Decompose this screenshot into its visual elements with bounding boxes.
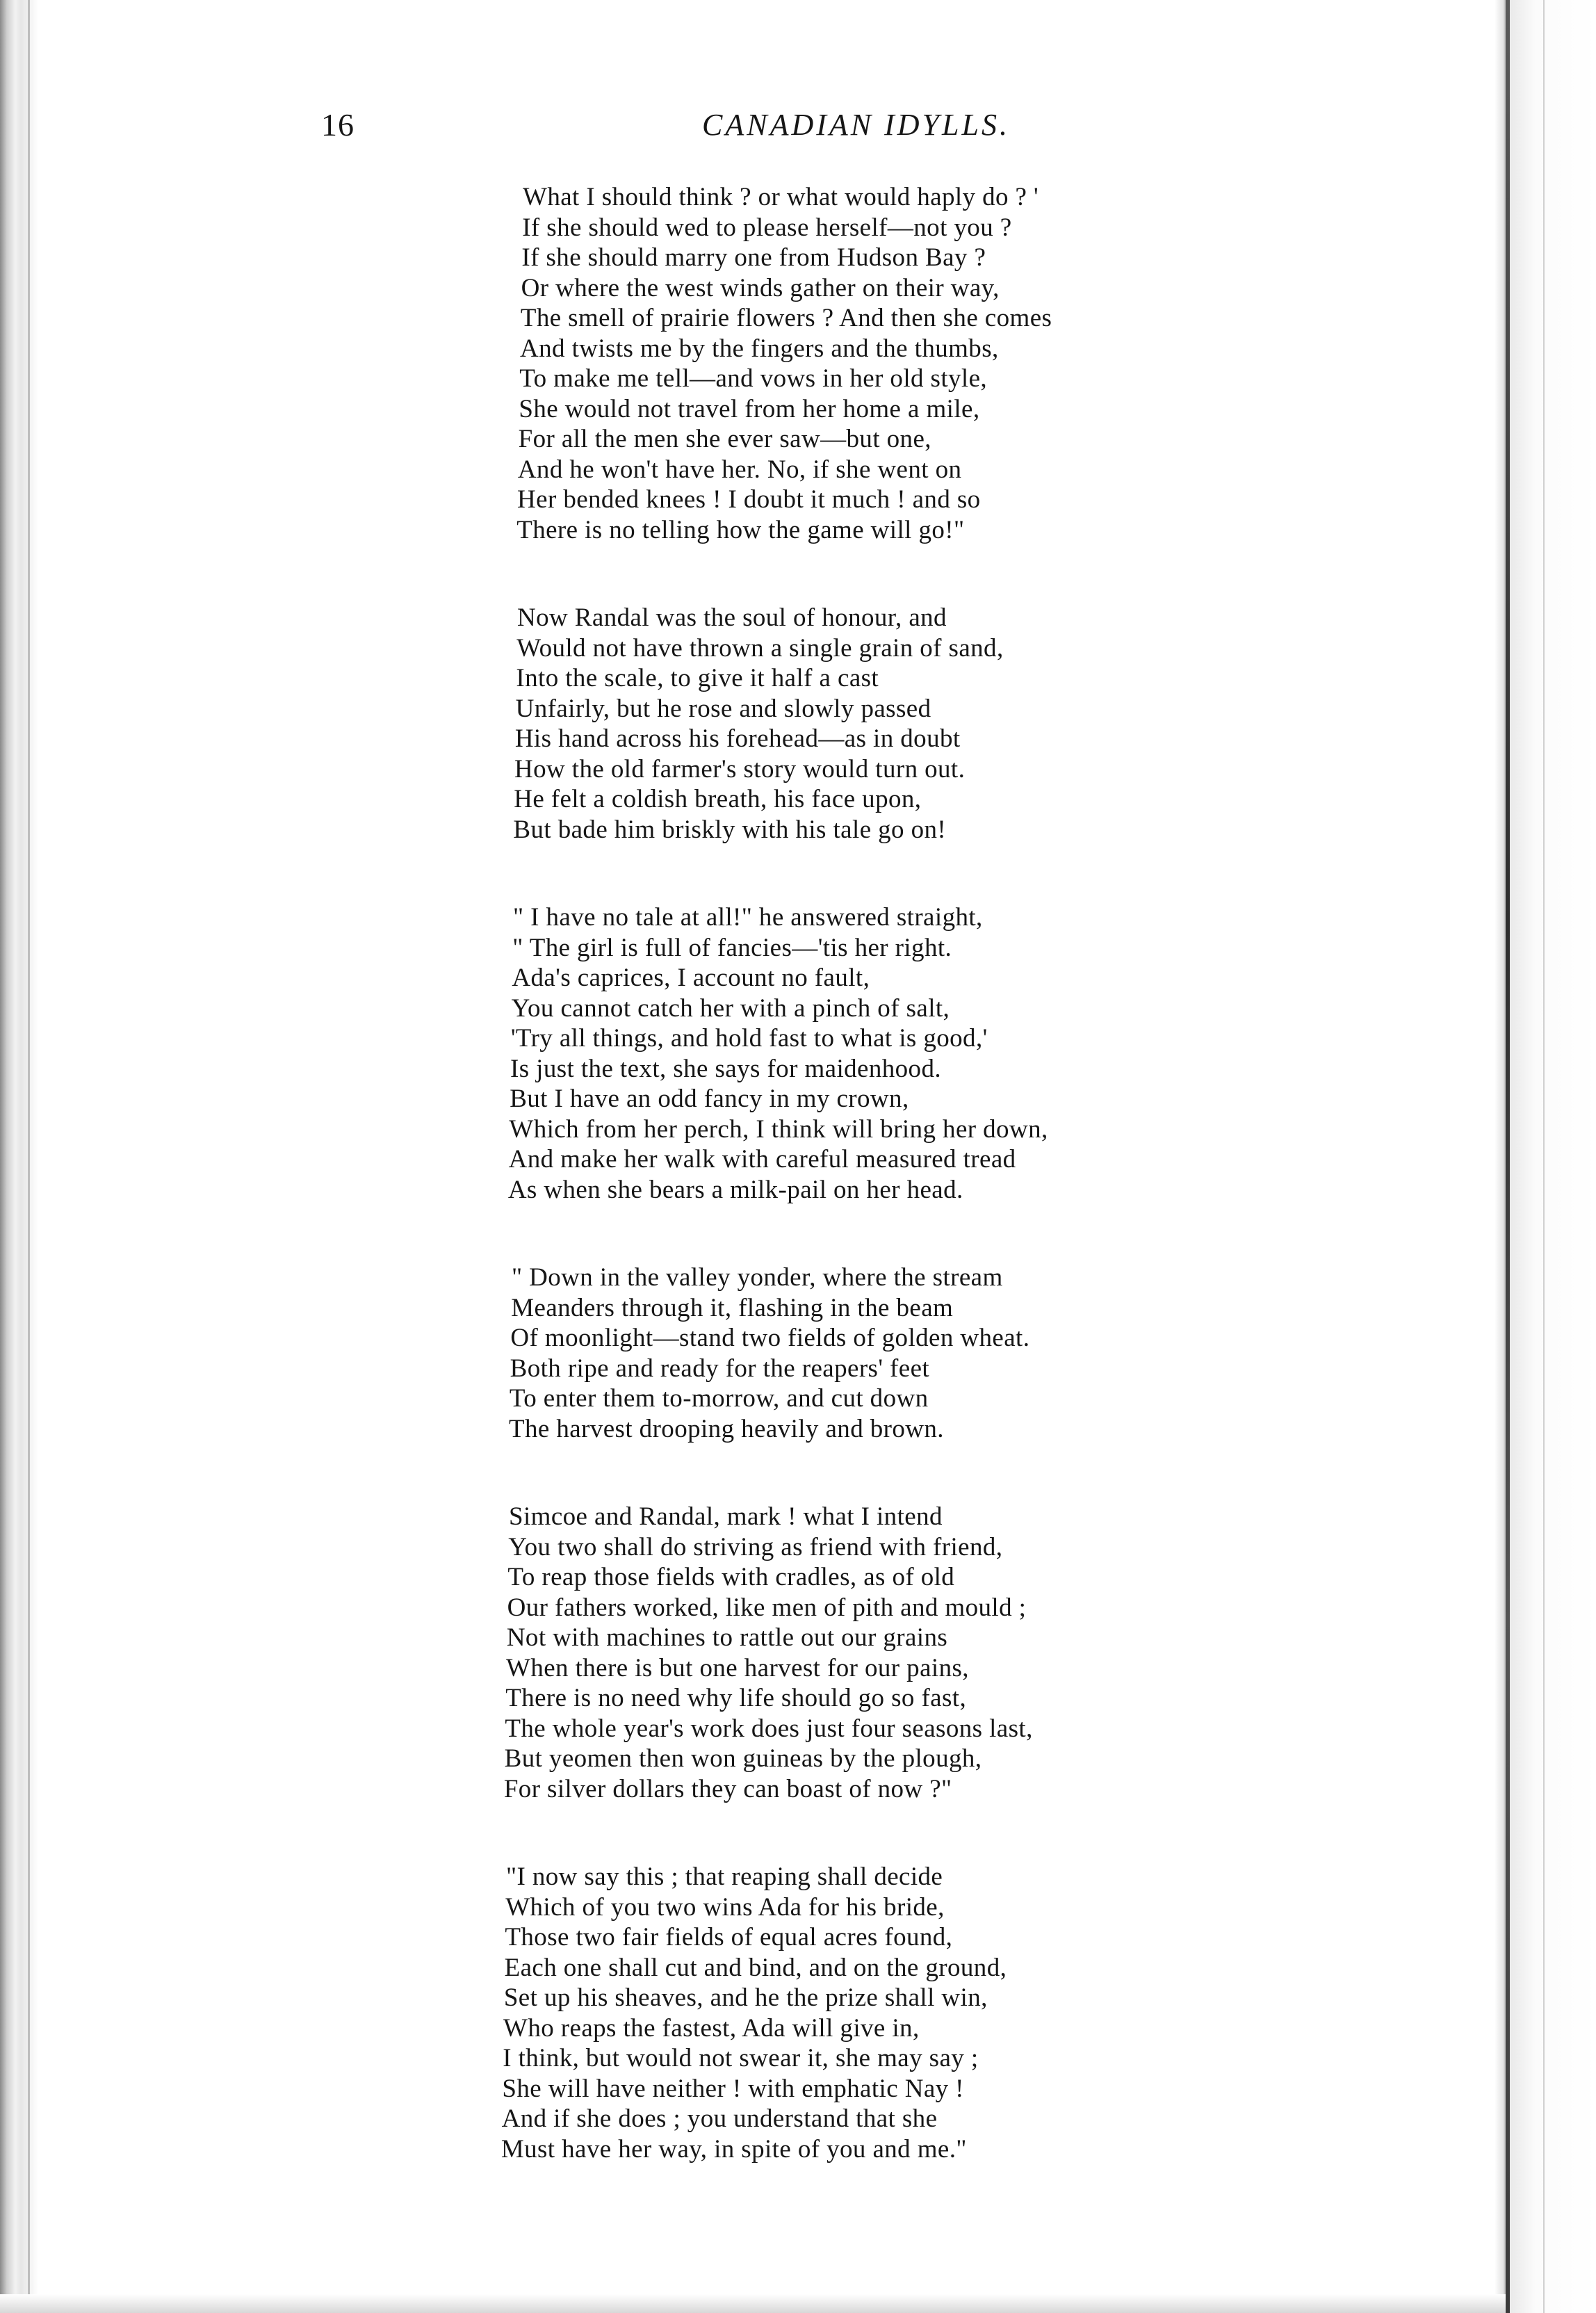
poem-line: "I now say this ; that reaping shall decide [506, 1862, 943, 1891]
poem-line: To reap those fields with cradles, as of old [507, 1563, 955, 1591]
poem-line: She would not travel from her home a mile, [519, 394, 980, 423]
poem-line: How the old farmer's story would turn out. [514, 754, 966, 784]
stanza [516, 182, 1496, 545]
poem-line: She will have neither ! with emphatic Nay ! [502, 2074, 964, 2103]
poem-line: Would not have thrown a single grain of sand, [516, 633, 1004, 663]
poem-body [500, 182, 1496, 2164]
poem-line: If she should wed to please herself—not you ? [522, 213, 1012, 242]
poem-line: Who reaps the fastest, Ada will give in, [503, 2013, 920, 2043]
poem-line: You cannot catch her with a pinch of salt, [511, 993, 950, 1023]
poem-line: As when she bears a milk-pail on her head. [507, 1175, 963, 1204]
poem-line: Each one shall cut and bind, and on the ground, [504, 1953, 1007, 1982]
stanza [513, 603, 1496, 845]
bottom-page-edge [0, 2294, 1506, 2313]
poem-line: But yeomen then won guineas by the plough, [504, 1744, 982, 1773]
poem-line: Set up his sheaves, and he the prize shall win, [503, 1983, 988, 2012]
poem-line: The whole year's work does just four seasons last, [505, 1714, 1033, 1743]
poem-line: Both ripe and ready for the reapers' feet [510, 1354, 930, 1383]
poem-line: Or where the west winds gather on their way, [521, 273, 1000, 302]
facing-page-strip [1510, 0, 1596, 2313]
poem-line: For all the men she ever saw—but one, [518, 425, 931, 453]
stanza [509, 1263, 1496, 1444]
poem-line: Must have her way, in spite of you and me." [500, 2134, 967, 2164]
poem-line: Ada's caprices, I account no fault, [512, 964, 870, 992]
poem-line: For silver dollars they can boast of now ?" [503, 1774, 952, 1803]
poem-line: And he won't have her. No, if she went on [517, 455, 962, 484]
poem-line: To enter them to-morrow, and cut down [509, 1384, 929, 1413]
poem-line: But I have an odd fancy in my crown, [510, 1085, 909, 1113]
poem-line: Her bended knees ! I doubt it much ! and so [517, 485, 981, 514]
poem-line: Into the scale, to give it half a cast [516, 664, 879, 692]
poem-line: I think, but would not swear it, she may say ; [503, 2044, 979, 2072]
poem-line: His hand across his forehead—as in doubt [514, 724, 961, 753]
poem-line: He felt a coldish breath, his face upon, [514, 785, 922, 813]
stanza [507, 902, 1496, 1205]
poem-line: " Down in the valley yonder, where the stream [512, 1263, 1003, 1292]
poem-line: Which from her perch, I think will bring her down, [509, 1114, 1048, 1144]
poem-line: Which of you two wins Ada for his bride, [505, 1892, 945, 1922]
running-title: CANADIAN IDYLLS. [702, 108, 1010, 142]
poem-line: Meanders through it, flashing in the beam [511, 1293, 954, 1322]
poem-line: If she should marry one from Hudson Bay ? [521, 243, 986, 272]
poem-line: Is just the text, she says for maidenhood. [510, 1054, 942, 1083]
poem-line: Those two fair fields of equal acres found, [505, 1923, 953, 1951]
poem-line: Not with machines to rattle out our grains [506, 1623, 948, 1652]
poem-line: Of moonlight—stand two fields of golden wheat. [510, 1324, 1030, 1352]
left-binding-line [28, 0, 30, 2313]
poem-line: When there is but one harvest for our pains, [506, 1653, 969, 1682]
poem-line: Simcoe and Randal, mark ! what I intend [509, 1502, 943, 1531]
poem-line: To make me tell—and vows in her old style, [519, 364, 988, 393]
poem-line: Now Randal was the soul of honour, and [517, 603, 947, 632]
poem-line: The smell of prairie flowers ? And then she comes [520, 304, 1052, 332]
stanza [503, 1502, 1496, 1804]
left-page-edge [0, 0, 49, 2313]
poem-line: What I should think ? or what would haply do ? ' [523, 183, 1039, 211]
page-number: 16 [321, 107, 355, 143]
poem-line: And make her walk with careful measured tread [508, 1145, 1016, 1174]
poem-line: " The girl is full of fancies—'tis her right. [512, 933, 952, 962]
poem-line: 'Try all things, and hold fast to what is good,' [510, 1024, 988, 1053]
poem-line: There is no telling how the game will go!" [516, 515, 965, 544]
poem-line: And if she does ; you understand that she [501, 2104, 938, 2133]
poem-line: Our fathers worked, like men of pith and mould ; [507, 1593, 1027, 1622]
poem-line: There is no need why life should go so fast, [505, 1684, 967, 1712]
poem-line: Unfairly, but he rose and slowly passed [515, 694, 931, 723]
poem-line: You two shall do striving as friend with friend, [508, 1532, 1003, 1561]
poem-line: The harvest drooping heavily and brown. [509, 1414, 944, 1443]
poem-line: " I have no tale at all!" he answered straight, [513, 903, 983, 932]
poem-line: But bade him briskly with his tale go on! [513, 815, 947, 844]
stanza [500, 1862, 1496, 2164]
poem-line: And twists me by the fingers and the thumbs, [520, 334, 999, 363]
facing-page-line [1543, 0, 1545, 2313]
